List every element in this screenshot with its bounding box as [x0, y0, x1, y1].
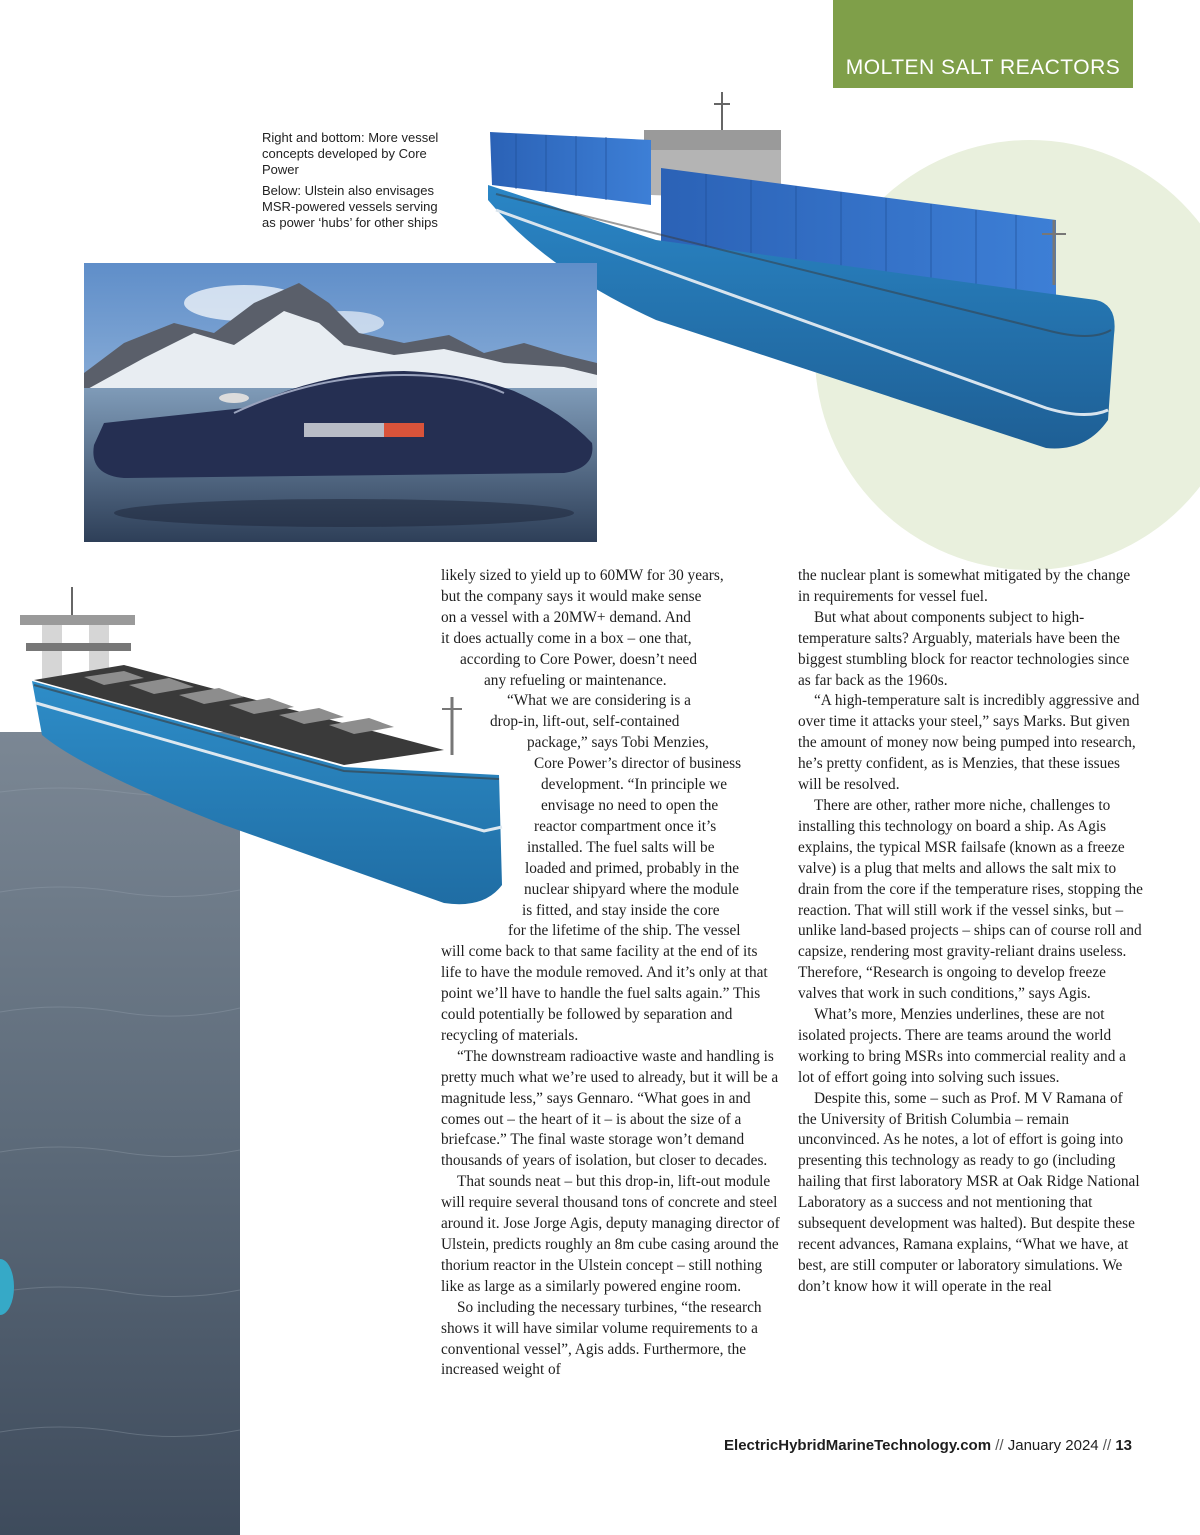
text-line: any refueling or maintenance.: [484, 671, 667, 689]
text-line: on a vessel with a 20MW+ demand. And: [441, 608, 691, 626]
caption-2: Below: Ulstein also envisages MSR-powered vessels serving as power ‘hubs’ for other ships: [262, 183, 438, 230]
text-line: for the lifetime of the ship. The vessel: [508, 922, 741, 940]
section-tag: [833, 0, 1133, 88]
text-line: loaded and primed, probably in the: [525, 859, 740, 877]
paragraph: will come back to that same facility at the end of its life to have the module removed. And it’s only at that point we’ll have to handle the fuel salts again.” This could potentially be followed by separation and recycling of materials.: [441, 943, 768, 1044]
text-line: reactor compartment once it’s: [534, 817, 717, 835]
footer-date: January 2024: [1007, 1437, 1099, 1454]
text-line: is fitted, and stay inside the core: [522, 901, 720, 919]
text-line: package,” says Tobi Menzies,: [527, 734, 709, 752]
text-line: nuclear shipyard where the module: [524, 880, 739, 898]
image-caption: [262, 130, 442, 236]
paragraph: Despite this, some – such as Prof. M V Ramana of the University of British Columbia – remain unconvinced. As he notes, a lot of effort is going into presenting this technology as ready to go (including hailing that first laboratory MSR at Oak Ridge National Laboratory as a success and not mentioning that subsequent development was halted). But despite these recent advances, Ramana explains, “What we have, at best, are still computer or laboratory simulations. We don’t know how it will operate in the real: [798, 1089, 1140, 1295]
bulk-carrier-illustration: [14, 585, 514, 910]
page-number: 13: [1115, 1437, 1132, 1454]
article-column-2: [798, 566, 1143, 1298]
ulstein-vessel-photo: [84, 263, 597, 542]
caption-1: Right and bottom: More vessel concepts developed by Core Power: [262, 130, 439, 177]
footer-separator: //: [1098, 1437, 1116, 1454]
text-line: likely sized to yield up to 60MW for 30 years,: [441, 567, 724, 584]
text-line: it does actually come in a box – one that,: [441, 629, 692, 647]
text-line: envisage no need to open the: [541, 796, 719, 814]
section-tag-label: MOLTEN SALT REACTORS: [845, 56, 1121, 79]
text-wrap-block: [441, 566, 781, 942]
paragraph: “A high-temperature salt is incredibly aggressive and over time it attacks your steel,” says Marks. But given the amount of money now being pumped into research, he’s pretty confident, as is Menzies, that these issues will be resolved.: [798, 692, 1140, 794]
paragraph: “The downstream radioactive waste and handling is pretty much what we’re used to already, but it will be a magnitude less,” says Gennaro. “What goes in and comes out – the heart of it – is about the size of a briefcase.” The final waste storage won’t demand thousands of years of isolation, but closer to decades.: [441, 1047, 779, 1170]
text-line: development. “In principle we: [541, 776, 728, 794]
paragraph: What’s more, Menzies underlines, these are not isolated projects. There are teams around the world working to bring MSRs into commercial reality and a lot of effort going into solving such issues.: [798, 1006, 1126, 1086]
paragraph: That sounds neat – but this drop-in, lift-out module will require several thousand tons of concrete and steel around it. Jose Jorge Agis, deputy managing director of Ulstein, predicts roughly an 8m cube casing around the thorium reactor in the Ulstein concept – still nothing like as large as a similarly powered engine room.: [441, 1173, 780, 1295]
paragraph: There are other, rather more niche, challenges to installing this technology on board a ship. As Agis explains, the typical MSR failsafe (known as a freeze valve) is a plug that melts and allows the salt mix to drain from the core if the temperature rises, stopping the reaction. That will still work if the vessel sinks, but – unlike land-based projects – ships can of course roll and capsize, rendering most gravity-reliant drains useless. Therefore, “Research is ongoing to develop freeze valves that work in such conditions,” says Agis.: [798, 796, 1143, 1003]
paragraph: But what about components subject to high-temperature salts? Arguably, materials have been the biggest stumbling block for reactor technologies since as far back as the 1960s.: [798, 608, 1130, 689]
paragraph: the nuclear plant is somewhat mitigated by the change in requirements for vessel fuel.: [798, 567, 1131, 605]
footer-separator: //: [991, 1437, 1008, 1454]
footer-site: ElectricHybridMarineTechnology.com: [724, 1437, 992, 1454]
text-line: but the company says it would make sense: [441, 587, 702, 605]
article-column-1: [441, 566, 781, 1381]
text-line: drop-in, lift-out, self-contained: [490, 713, 680, 731]
text-line: according to Core Power, doesn’t need: [460, 650, 697, 668]
paragraph: So including the necessary turbines, “the research shows it will have similar volume requirements to a conventional vessel”, Agis adds. Furthermore, the increased weight of: [441, 1298, 762, 1379]
text-line: “What we are considering is a: [507, 692, 691, 710]
page-footer: [724, 1437, 1132, 1454]
text-line: installed. The fuel salts will be: [527, 838, 715, 856]
text-line: Core Power’s director of business: [534, 755, 742, 773]
